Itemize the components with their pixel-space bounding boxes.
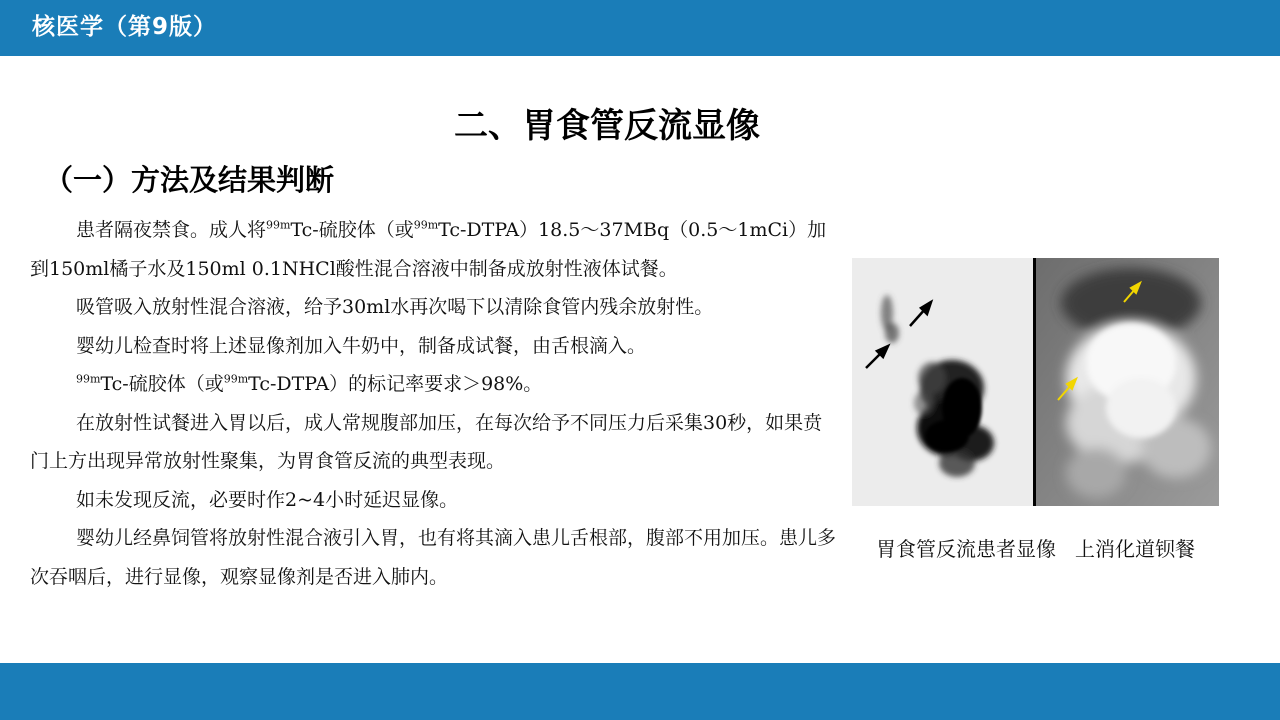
footer-bar — [0, 663, 1280, 720]
paragraph-1 — [30, 211, 838, 288]
superscript: 99m — [266, 218, 291, 232]
superscript: 99m — [76, 372, 101, 386]
barium-graphic — [1036, 258, 1219, 506]
header-bar — [0, 0, 1280, 56]
scintigraphy-image — [852, 258, 1033, 506]
paragraph-7: 婴幼儿经鼻饲管将放射性混合液引入胃，也有将其滴入患儿舌根部，腹部不用加压。患儿多次吞咽后，进行显像，观察显像剂是否进入肺内。 — [30, 527, 837, 588]
paragraph-5: 在放射性试餐进入胃以后，成人常规腹部加压，在每次给予不同压力后采集30秒，如果贲门上方出现异常放射性聚集，为胃食管反流的典型表现。 — [30, 411, 823, 472]
figure-caption: 胃食管反流患者显像 上消化道钡餐 — [875, 537, 1196, 561]
paragraph-2: 吸管吸入放射性混合溶液，给予30ml水再次喝下以清除食管内残余放射性。 — [76, 296, 714, 318]
figure-images — [852, 258, 1219, 506]
text-run: Tc-硫胶体（或 — [100, 373, 224, 395]
section-title: （一）方法及结果判断 — [44, 163, 335, 197]
course-title: 核医学（第9版） — [32, 14, 218, 40]
scintigraphy-graphic — [852, 258, 1033, 506]
superscript: 99m — [413, 218, 439, 232]
text-run: Tc-硫胶体（或 — [290, 219, 414, 241]
text-run: Tc-DTPA）的标记率要求＞98%。 — [248, 373, 543, 395]
paragraph-3: 婴幼儿检查时将上述显像剂加入牛奶中，制备成试餐，由舌根滴入。 — [76, 334, 647, 357]
superscript: 99m — [223, 372, 249, 386]
body-text — [30, 211, 838, 596]
paragraph-6: 如未发现反流，必要时作2~4小时延迟显像。 — [76, 488, 459, 511]
paragraph-4 — [30, 365, 838, 404]
text-run: Tc-DTPA）18.5～37MBq（0.5～1mCi）加到150ml橘子水及150ml 0.1NHCl酸性混合溶液中制备成放射性液体试餐。 — [30, 219, 827, 280]
slide-title: 二、胃食管反流显像 — [454, 106, 760, 146]
text-run: 患者隔夜禁食。成人将 — [76, 219, 267, 241]
barium-image — [1036, 258, 1219, 506]
